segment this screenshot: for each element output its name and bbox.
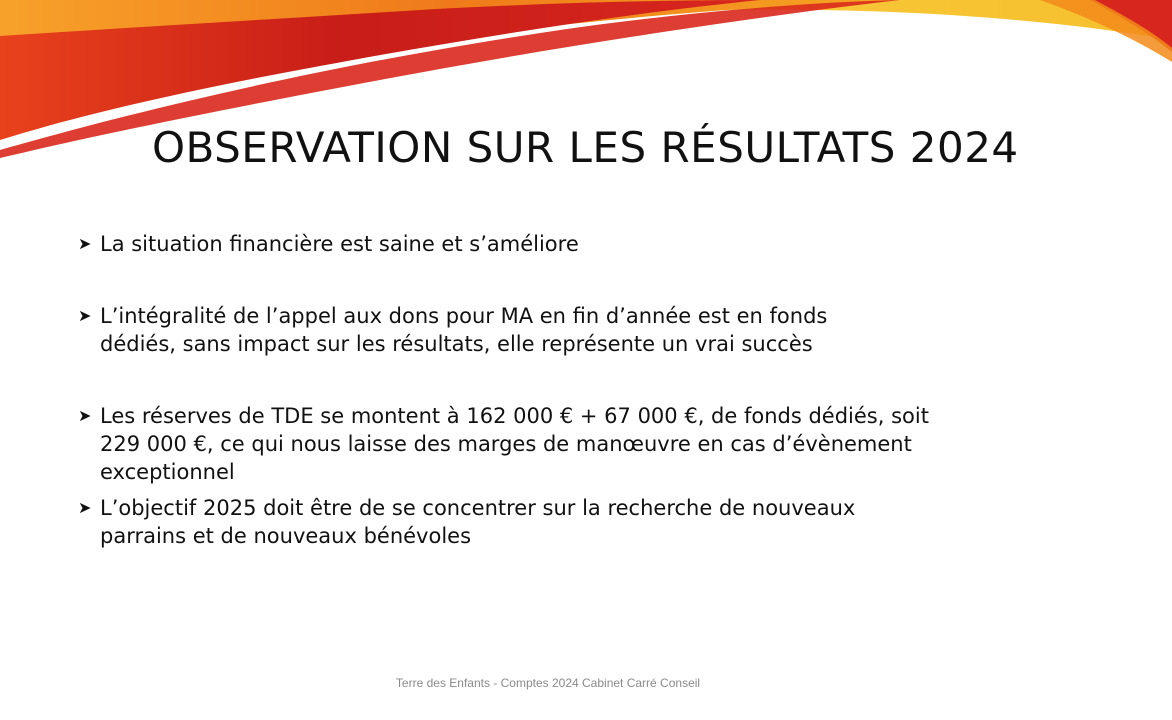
bullet-line: dédiés, sans impact sur les résultats, elle représente un vrai succès — [100, 332, 813, 356]
bullet-item — [78, 494, 1118, 550]
bullet-line: 229 000 €, ce qui nous laisse des marges de manœuvre en cas d’évènement — [100, 432, 912, 456]
arrow-bullet-icon: ➤ — [78, 234, 92, 253]
bullet-line: exceptionnel — [100, 460, 235, 484]
slide-footer: Terre des Enfants - Comptes 2024 Cabinet Carré Conseil — [395, 676, 701, 690]
bullet-item — [78, 402, 1118, 486]
bullet-item — [78, 230, 1118, 258]
arrow-bullet-icon: ➤ — [78, 406, 92, 425]
arrow-bullet-icon: ➤ — [78, 498, 92, 517]
arrow-bullet-icon: ➤ — [78, 306, 92, 325]
bullet-line: L’objectif 2025 doit être de se concentrer sur la recherche de nouveaux — [100, 496, 856, 520]
bullet-list — [78, 230, 1118, 550]
bullet-line: Les réserves de TDE se montent à 162 000 € + 67 000 €, de fonds dédiés, soit — [100, 404, 929, 428]
bullet-line: parrains et de nouveaux bénévoles — [100, 524, 472, 548]
bullet-line: La situation financière est saine et s’améliore — [100, 232, 579, 256]
slide-title: OBSERVATION SUR LES RÉSULTATS 2024 — [152, 123, 1019, 172]
bullet-line: L’intégralité de l’appel aux dons pour MA en fin d’année est en fonds — [100, 304, 828, 328]
bullet-item — [78, 302, 1118, 358]
